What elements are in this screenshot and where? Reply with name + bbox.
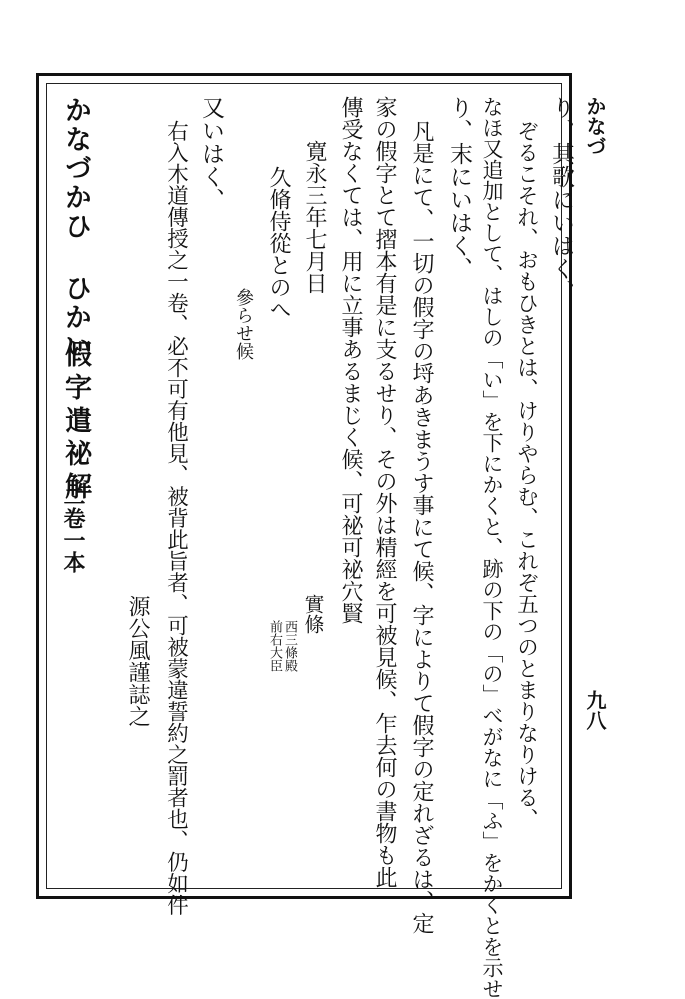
running-head: かなづ: [583, 96, 607, 156]
signature-name: 實條: [301, 594, 325, 634]
text-column-3: なほ又追加として、はしの「い」を下にかくと、跡の下の「の」べがなに「ふ」をかくとを示せ: [480, 96, 504, 999]
text-column-5: 凡是にて、一切の假字の埒あきまうす事にて候、字によりて假字の定れざるは、定: [409, 120, 434, 934]
text-column-12: 右入木道傳授之一卷、必不可有他見、被背此旨者、可被蒙違誓約之罰者也、仍如件: [163, 120, 189, 916]
addressee-line: 久脩侍從とのへ: [266, 166, 291, 320]
edition-title: かなづかひ ひかい: [60, 96, 91, 361]
signature-note-house: 西三條殿: [282, 620, 297, 672]
closing-phrase: 參らせ候: [233, 288, 254, 360]
edition-subtitle: 假字遣祕解: [60, 340, 91, 505]
text-column-6: 家の假字とて摺本有是に支るせり、その外は精經を可被見候、乍去何の書物も此: [372, 96, 397, 888]
date-line: 寛永三年七月日: [302, 140, 327, 294]
author-colophon: 源公風謹誌之: [125, 595, 150, 727]
edition-volume: 二卷一本: [60, 485, 86, 573]
text-column-2: ぞるこそれ、おもひきとは、けりやらむ、これぞ五つのとまりなりける、: [513, 120, 539, 830]
text-column-7: 傳受なくては、用に立事あるまじく候、可祕可祕穴賢: [338, 96, 363, 624]
page-number: 九八: [583, 690, 607, 730]
signature-note-title: 前右大臣: [267, 620, 282, 672]
text-column-11: 又いはく、: [198, 96, 224, 211]
text-column-1: り、其歌にいはく、: [548, 96, 574, 303]
text-column-4: り、末にいはく、: [446, 96, 472, 280]
